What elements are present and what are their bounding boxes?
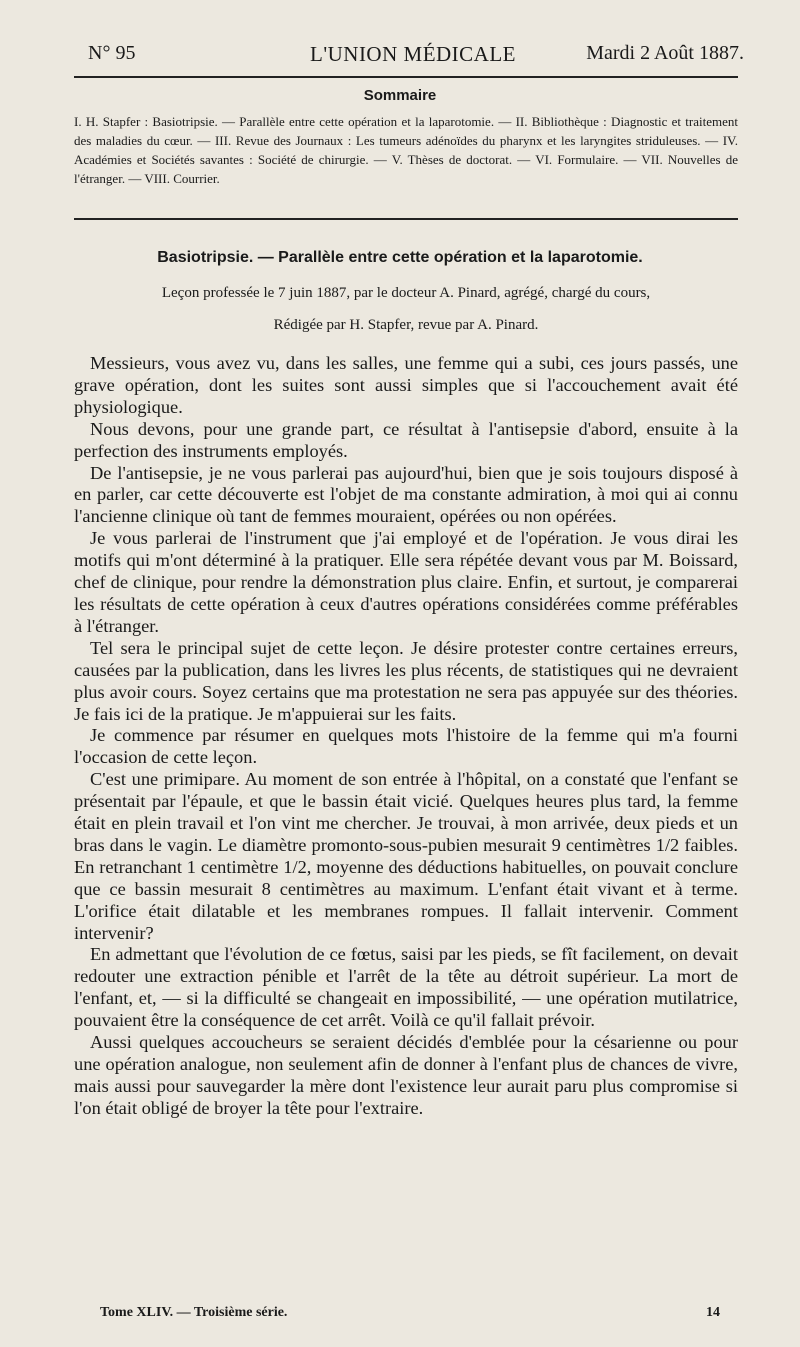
issue-date: Mardi 2 Août 1887. bbox=[586, 42, 744, 64]
page-footer bbox=[100, 1305, 720, 1327]
redaction-line: Rédigée par H. Stapfer, revue par A. Pinard. bbox=[273, 317, 539, 333]
header-rule bbox=[74, 76, 738, 78]
article-title: Basiotripsie. — Parallèle entre cette opération et la laparotomie. bbox=[157, 249, 643, 266]
journal-title: L'UNION MÉDICALE bbox=[310, 42, 517, 66]
page-number: 14 bbox=[706, 1305, 720, 1320]
summary-text: I. H. Stapfer : Basiotripsie. — Parallèle entre cette opération et la laparotomie. — II. Bibliothèque : Diagnostic et traitement des maladies du cœur. — III. Revue des Journaux : Les tumeurs adénoïdes du pharynx et les laryngites striduleuses. — IV. Académies et Sociétés savantes : Société de chirurgie. — V. Thèses de doctorat. — VI. Formulaire. — VII. Nouvelles de l'étranger. — VIII. Courrier. bbox=[74, 114, 738, 186]
lecture-line: Leçon professée le 7 juin 1887, par le docteur A. Pinard, agrégé, chargé du cours, bbox=[161, 285, 651, 301]
paragraph: Messieurs, vous avez vu, dans les salles, une femme qui a subi, ces jours passés, une grave opération, dont les suites sont aussi simples que si l'accouchement avait été physiologique. bbox=[74, 353, 738, 417]
paragraph: Je vous parlerai de l'instrument que j'ai employé et de l'opération. Je vous dirai les motifs qui m'ont déterminé à la pratiquer. Elle sera répétée devant vous par M. Boissard, chef de clinique, pour rendre la démonstration plus claire. Enfin, et surtout, je comparerai les résultats de cette opération à ceux d'autres opérations considérées comme préférables à l'étranger. bbox=[74, 528, 738, 636]
issue-number: N° 95 bbox=[88, 42, 136, 64]
paragraph: Tel sera le principal sujet de cette leçon. Je désire protester contre certaines erreurs, causées par la publication, dans les livres les plus récents, de statistiques qui ne devraient plus avoir cours. Soyez certains que ma protestation ne sera pas appuyée sur des théories. Je fais ici de la pratique. Je m'appuierai sur les faits. bbox=[74, 637, 738, 724]
page-header bbox=[78, 34, 744, 74]
paragraph: C'est une primipare. Au moment de son entrée à l'hôpital, on a constaté que l'enfant se présentait par l'épaule, et que le bassin était vicié. Quelques heures plus tard, la femme était en plein travail et l'on vint me chercher. Je trouvai, à mon arrivée, deux pieds et un bras dans le vagin. Le diamètre promonto-sous-pubien mesurait 9 centimètres 1/2 faibles. En retranchant 1 centimètre 1/2, moyenne des déductions habituelles, on pouvait conclure que ce bassin mesurait 8 centimètres au maximum. L'enfant était vivant et à terme. L'orifice était dilatable et les membranes rompues. Il fallait intervenir. Comment intervenir? bbox=[74, 769, 738, 943]
tome-label: Tome XLIV. — Troisième série. bbox=[100, 1305, 288, 1320]
paragraph: En admettant que l'évolution de ce fœtus, saisi par les pieds, se fît facilement, on devait redouter une extraction pénible et l'arrêt de la tête au détroit supérieur. La mort de l'enfant, et, — si la difficulté se changeait en impossibilité, — une opération mutilatrice, pouvaient être la conséquence de cet arrêt. Voilà ce qu'il fallait prévoir. bbox=[74, 944, 738, 1031]
paragraph: De l'antisepsie, je ne vous parlerai pas aujourd'hui, bien que je sois toujours disposé à en parler, car cette découverte est l'objet de ma constante admiration, à moi qui ai connu l'ancienne clinique où tant de femmes mouraient, opérées ou non opérées. bbox=[74, 462, 738, 527]
article-body bbox=[74, 353, 738, 1120]
paragraph: Aussi quelques accoucheurs se seraient décidés d'emblée pour la césarienne ou pour une opération analogue, non seulement afin de donner à l'enfant plus de chances de vivre, mais aussi pour sauvegarder la mère dont l'existence leur aurait paru plus compromise si l'on était obligé de broyer la tête pour l'extraire. bbox=[74, 1032, 738, 1118]
paragraph: Je commence par résumer en quelques mots l'histoire de la femme qui m'a fourni l'occasion de cette leçon. bbox=[74, 725, 738, 768]
summary-rule bbox=[74, 218, 738, 220]
summary-title: Sommaire bbox=[363, 87, 437, 104]
paragraph: Nous devons, pour une grande part, ce résultat à l'antisepsie d'abord, ensuite à la perfection des instruments employés. bbox=[74, 418, 738, 461]
